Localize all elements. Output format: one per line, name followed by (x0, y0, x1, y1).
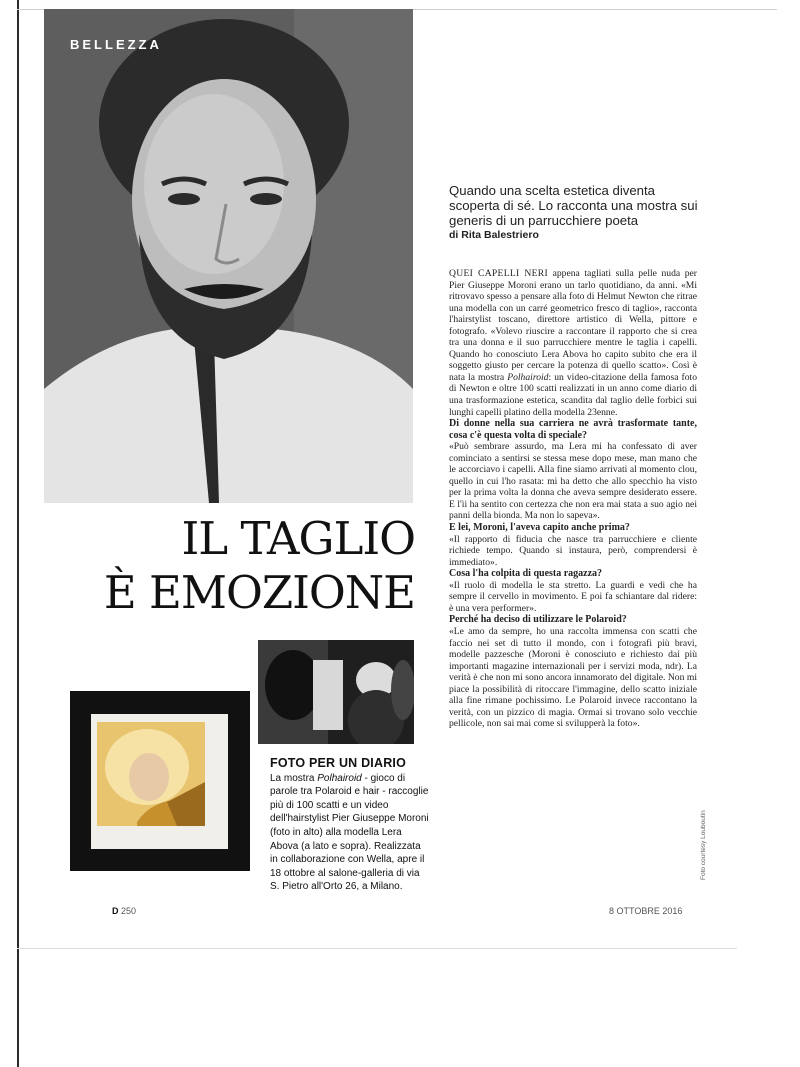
photo-credit: Foto courtesy Louboutin (700, 810, 707, 880)
magazine-name: D (112, 906, 119, 916)
answer-1: «Può sembrare assurdo, ma Lera mi ha confessato di aver cominciato a sentirsi se stessa mese dopo mese, man mano che le accorciavo i capelli. Alla fine siamo arrivati al momento clou, quello in cui l'ho rasata: mi ha detto che allo specchio ha visto per la prima volta la donna che aveva sempre desiderato essere. E l'ìi ha sentito con certezza che non era mai stata a suo agio nei panni della bionda. Ma non lo sapeva». (449, 441, 697, 522)
p1-text: appena tagliati sulla pelle nuda per Pier Giuseppe Moroni erano un tarlo quotidiano, da anni. «Mi ritrovavo spesso a pensare alla foto di Helmut Newton che ritrae una modella con un carré geometrico fresco di taglio», racconta l'hairstylist toscano, direttore artistico di Wella, pittore e fotografo. «Volevo riuscire a raccontare il rapporto che si crea tra una donna e il suo parrucchiere mentre le taglia i capelli. Quando ho conosciuto Lera Abova ho capito subito che era il soggetto giusto per cercare la potenza di quello scatto». Così è nata la mostra (449, 268, 697, 383)
polaroid-illustration (97, 722, 205, 826)
issue-date: 8 OTTOBRE 2016 (609, 906, 683, 916)
dek-text: Quando una scelta estetica diventa scoperta di sé. Lo racconta una mostra sui generis di un parrucchiere poeta (449, 183, 698, 228)
article-body (449, 268, 697, 730)
page-number: 250 (121, 906, 137, 916)
photo-caption (270, 757, 430, 894)
paragraph-1 (449, 268, 697, 418)
salon-photo-illustration (258, 640, 414, 744)
headline (90, 512, 415, 620)
answer-4: «Le amo da sempre, ho una raccolta immensa con scatti che faccio nei set di tutto il mondo, con i fotografi più bravi, modelle pazzesche (Moroni è conosciuto e richiesto dai più importanti magazine internazionali per i servizi moda, ndr). La verità è che non mi sono ancora innamorato del digitale. Non mi piace la possibilità di ritoccare l'immagine, dello scatto iniziale alla fine rimane pochissimo. Le Polaroid invece raccontano la verità, con un pizzico di magia. Ormai si trovano solo vecchie pellicole, non sai mai come si svilupperà la foto». (449, 625, 697, 730)
scan-edge-bottom (17, 948, 737, 949)
caption-title: FOTO PER UN DIARIO (270, 756, 407, 770)
hero-portrait-photo (44, 9, 413, 503)
salon-photo (258, 640, 414, 744)
headline-line-2: È EMOZIONE (103, 566, 415, 619)
caption-text-1: La mostra (270, 772, 318, 784)
intro-dek (449, 183, 709, 243)
answer-2: «Il rapporto di fiducia che nasce tra parrucchiere e cliente richiede tempo. Quando si instaura, però, comprendersi è immediato». (449, 533, 697, 568)
byline: di Rita Balestriero (449, 229, 539, 241)
caption-italic: Polhairoid (317, 772, 362, 784)
scan-edge-left (17, 0, 19, 1067)
answer-3: «Il ruolo di modella le sta stretto. La guardi e vedi che ha sempre il cervello in movimento. E poi fa schiantare dal ridere: è una vera performer». (449, 579, 697, 614)
polaroid-frame (70, 691, 250, 871)
question-2: E lei, Moroni, l'aveva capito anche prima? (449, 522, 630, 534)
p1-italic: Polhairoid (507, 371, 549, 383)
polaroid-photo (97, 722, 205, 826)
question-1: Di donne nella sua carriera ne avrà trasformate tante, cosa c'è questa volta di speciale? (449, 418, 697, 441)
section-label: BELLEZZA (70, 37, 162, 52)
question-4: Perché ha deciso di utilizzare le Polaroid? (449, 614, 627, 626)
portrait-illustration (44, 9, 413, 503)
p1-end: : un video-citazione della famosa foto di Newton e oltre 100 scatti realizzati in un anno come diario di una trasformazione estetica, scandita dal taglio delle forbici sui lunghi capelli platino della modella 23enne. (449, 371, 697, 418)
headline-line-1: IL TAGLIO (181, 512, 415, 565)
polaroid-card (91, 714, 228, 849)
lead-caps: QUEI CAPELLI NERI (449, 268, 549, 279)
page-folio (112, 906, 136, 916)
caption-text-2: - gioco di parole tra Polaroid e hair - raccoglie più di 100 scatti e un video dell'hairstylist Pier Giuseppe Moroni (foto in alto) alla modella Lera Abova (a lato e sopra). Realizzata in collaborazione con Wella, apre il 18 ottobre al salone-galleria di via S. Pietro all'Orto 26, a Milano. (270, 772, 429, 893)
question-3: Cosa l'ha colpita di questa ragazza? (449, 568, 603, 580)
